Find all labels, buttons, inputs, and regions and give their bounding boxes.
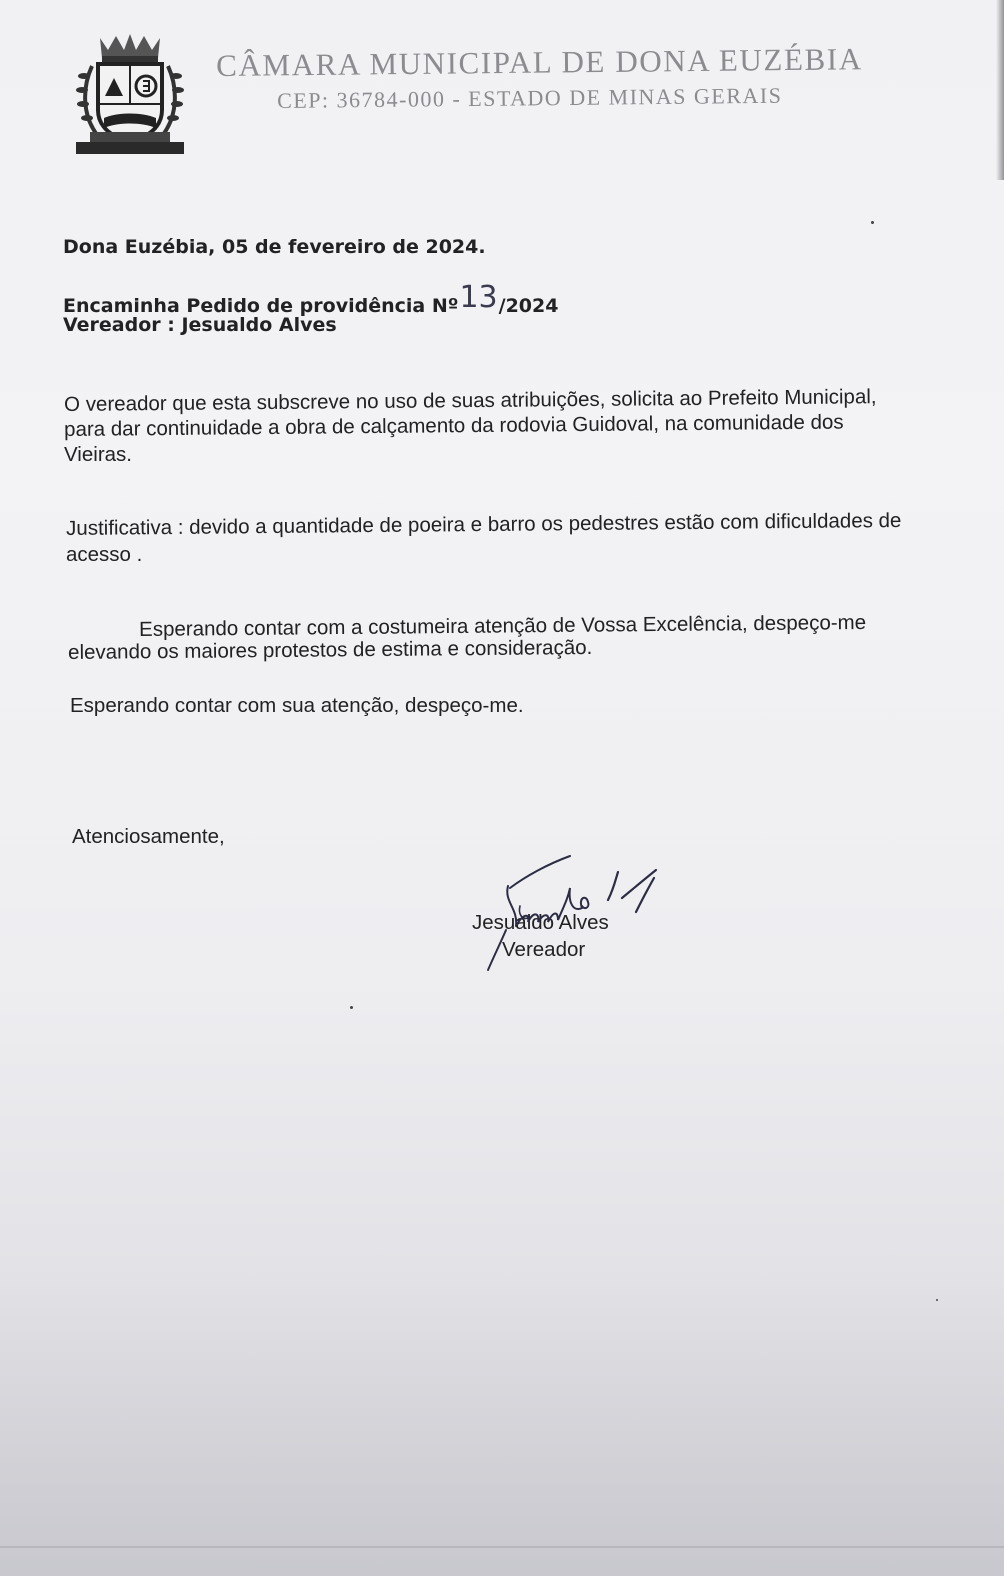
page-edge-shadow: [996, 0, 1004, 180]
closing-line: Esperando contar com a costumeira atenção de Vossa Excelência, despeço-me: [139, 611, 867, 641]
institution-name: CÂMARA MUNICIPAL DE DONA EUZÉBIA: [216, 41, 863, 83]
salutation: Atenciosamente,: [72, 825, 225, 848]
request-paragraph-line: para dar continuidade a obra de calçamento da rodovia Guidoval, na comunidade dos: [64, 410, 844, 441]
request-number: 13: [459, 280, 498, 315]
handwritten-signature: [478, 848, 678, 978]
date-line: Dona Euzébia, 05 de fevereiro de 2024.: [63, 236, 486, 258]
request-paragraph-line: O vereador que esta subscreve no uso de suas atribuições, solicita ao Prefeito Municipal,: [64, 385, 877, 416]
request-paragraph-line: Vieiras.: [64, 443, 132, 466]
signer-role: Vereador: [502, 938, 586, 961]
closing-short: Esperando contar com sua atenção, despeço-me.: [70, 694, 524, 717]
justification-line: acesso .: [66, 543, 143, 566]
institution-address: CEP: 36784-000 - ESTADO DE MINAS GERAIS: [277, 82, 783, 113]
paper-speck: [936, 1299, 938, 1301]
paper-speck: [871, 221, 874, 224]
paper-speck: [350, 1006, 353, 1009]
paper-fold: [0, 1546, 1004, 1548]
councilor-line: Vereador : Jesualdo Alves: [63, 314, 337, 336]
lighting-shade: [0, 1270, 1004, 1576]
justification-line: Justificativa : devido a quantidade de poeira e barro os pedestres estão com dificuldades de: [66, 508, 902, 540]
subject-prefix: Encaminha Pedido de providência Nº: [63, 295, 459, 317]
closing-line: elevando os maiores protestos de estima e consideração.: [68, 635, 593, 664]
coat-of-arms-icon: [72, 32, 188, 156]
subject-suffix: /2024: [498, 295, 559, 317]
signer-name: Jesualdo Alves: [472, 911, 609, 934]
